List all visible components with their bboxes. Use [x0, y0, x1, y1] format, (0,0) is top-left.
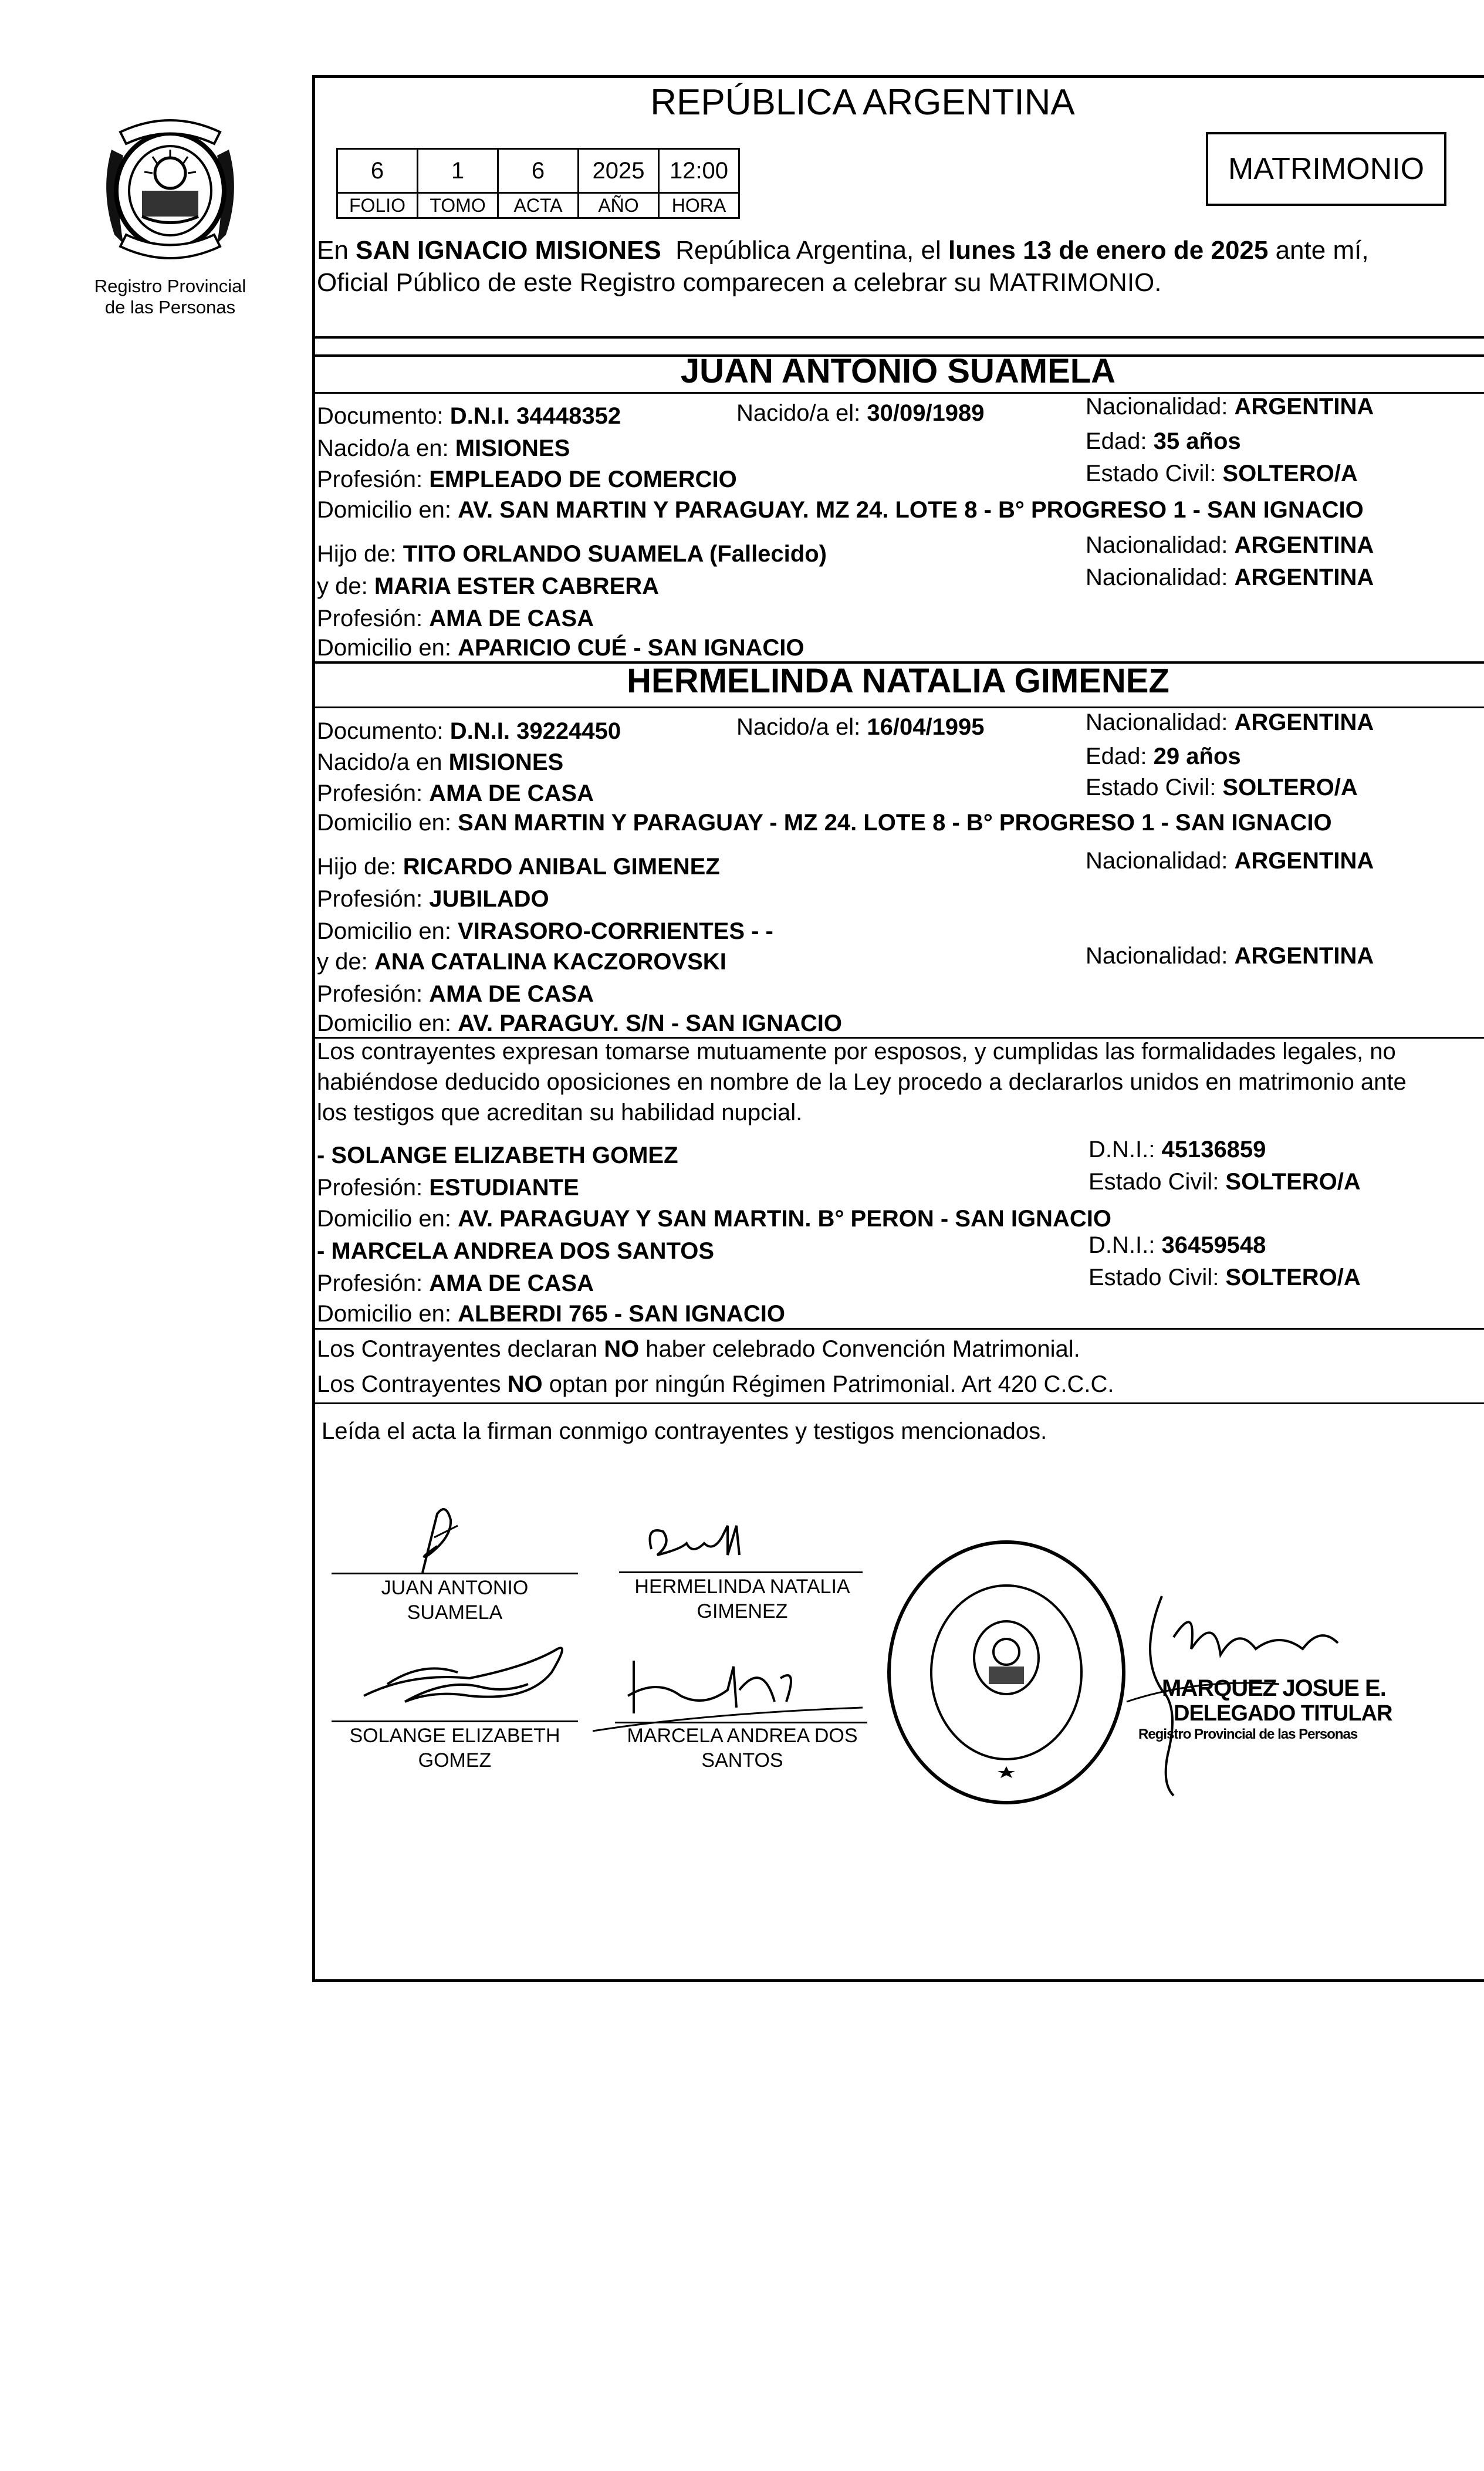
declaration-line1: Los contrayentes expresan tomarse mutuamente por esposos, y cumplidas las formalidades legales, no — [317, 1039, 1396, 1064]
label: Profesión: — [317, 467, 430, 492]
spouse1-domicilio — [317, 496, 1364, 524]
value: 36459548 — [1161, 1232, 1266, 1258]
witness2-dni — [1089, 1231, 1266, 1259]
label: Nacionalidad: — [1086, 709, 1235, 735]
spouse1-madre-nac — [1086, 563, 1374, 591]
spouse2-nacido-el — [736, 713, 985, 741]
signature-line — [332, 1720, 578, 1722]
spouse2-edad — [1086, 742, 1241, 770]
spouse2-madre-prof — [317, 980, 594, 1008]
value: AMA DE CASA — [429, 606, 594, 631]
logo-caption-line1: Registro Provincial — [94, 276, 246, 296]
value: SOLTERO/A — [1225, 1265, 1361, 1290]
value: AV. PARAGUY. S/N - SAN IGNACIO — [458, 1010, 842, 1036]
line: SANTOS — [701, 1749, 783, 1772]
signature-name-marcela — [610, 1723, 874, 1773]
intro-place: SAN IGNACIO MISIONES — [356, 236, 661, 265]
acta-value: 6 — [498, 149, 579, 193]
divider — [312, 1328, 1484, 1330]
witness1-estado — [1089, 1168, 1361, 1196]
spouse1-madre — [317, 572, 659, 600]
declaration-line3: los testigos que acreditan su habilidad nupcial. — [317, 1100, 803, 1125]
logo-caption-line2: de las Personas — [104, 297, 236, 317]
province-seal-icon — [88, 109, 252, 273]
label: Estado Civil: — [1086, 775, 1223, 800]
spouse1-padre-nac — [1086, 531, 1374, 559]
value: EMPLEADO DE COMERCIO — [429, 467, 737, 492]
label: Domicilio en: — [317, 918, 458, 944]
value: ALBERDI 765 - SAN IGNACIO — [458, 1301, 785, 1327]
officer-name: MARQUEZ JOSUE E. — [1162, 1675, 1386, 1701]
label: Profesión: — [317, 1270, 430, 1296]
label: Profesión: — [317, 780, 430, 806]
label: D.N.I.: — [1089, 1137, 1162, 1162]
value: SOLTERO/A — [1222, 461, 1358, 486]
divider — [312, 1402, 1484, 1404]
spouse1-name: JUAN ANTONIO SUAMELA — [680, 352, 1116, 390]
signature-line — [332, 1573, 578, 1574]
label: Domicilio en: — [317, 1301, 458, 1327]
label: Nacido/a el: — [736, 714, 867, 740]
value: MARIA ESTER CABRERA — [374, 573, 660, 599]
intro-text-3: ante mí, — [1268, 236, 1369, 265]
value: ARGENTINA — [1234, 709, 1374, 735]
label: Profesión: — [317, 1175, 430, 1201]
official-stamp-icon — [883, 1537, 1130, 1807]
label: D.N.I.: — [1089, 1232, 1162, 1258]
spouse1-estado — [1086, 459, 1358, 488]
emphasis: NO — [507, 1371, 543, 1397]
spouse1-edad — [1086, 427, 1241, 455]
line: SOLANGE ELIZABETH — [349, 1725, 560, 1747]
label: Estado Civil: — [1089, 1169, 1226, 1195]
label: Edad: — [1086, 428, 1154, 454]
value: SAN MARTIN Y PARAGUAY - MZ 24. LOTE 8 - B° PROGRESO 1 - SAN IGNACIO — [458, 810, 1332, 836]
line: MARCELA ANDREA DOS — [627, 1725, 858, 1747]
label: Hijo de: — [317, 854, 403, 880]
value: ANA CATALINA KACZOROVSKI — [374, 949, 726, 975]
witness2-name: - MARCELA ANDREA DOS SANTOS — [317, 1238, 715, 1264]
value: ARGENTINA — [1234, 848, 1374, 874]
label: Nacido/a en: — [317, 435, 455, 461]
spouse2-nacido-en — [317, 748, 563, 776]
spouse1-madre-dom — [317, 634, 804, 662]
document-type-label: MATRIMONIO — [1228, 152, 1425, 186]
officer-block — [1138, 1675, 1444, 1743]
folio-caption: FOLIO — [337, 193, 418, 218]
spouse2-padre-nac — [1086, 847, 1374, 875]
label: y de: — [317, 949, 374, 975]
value: APARICIO CUÉ - SAN IGNACIO — [458, 635, 804, 661]
officer-title: DELEGADO TITULAR — [1174, 1701, 1392, 1726]
label: Nacionalidad: — [1086, 394, 1235, 420]
spouse1-nacido-el — [736, 399, 985, 427]
convention-1 — [317, 1335, 1080, 1363]
spouse1-madre-prof — [317, 604, 594, 633]
spouse2-profesion — [317, 779, 594, 807]
value: AV. PARAGUAY Y SAN MARTIN. B° PERON - SAN IGNACIO — [458, 1206, 1112, 1232]
signature-solange — [352, 1637, 575, 1725]
value: AMA DE CASA — [429, 780, 594, 806]
label: Domicilio en: — [317, 1010, 458, 1036]
spouse2-padre-prof — [317, 885, 549, 913]
witness1-name: - SOLANGE ELIZABETH GOMEZ — [317, 1142, 678, 1168]
value: ESTUDIANTE — [429, 1175, 579, 1201]
spouse1-nacido-en — [317, 434, 570, 462]
witness2-domicilio — [317, 1300, 785, 1328]
text: optan por ningún Régimen Patrimonial. Art 420 C.C.C. — [542, 1371, 1114, 1397]
label: Profesión: — [317, 606, 430, 631]
witness1-profesion — [317, 1174, 579, 1202]
hora-caption: HORA — [659, 193, 739, 218]
line: GOMEZ — [418, 1749, 492, 1772]
value: JUBILADO — [429, 886, 549, 912]
folio-value: 6 — [337, 149, 418, 193]
emphasis: NO — [604, 1336, 640, 1362]
closing-text: Leída el acta la firman conmigo contrayentes y testigos mencionados. — [322, 1418, 1047, 1444]
spouse2-name: HERMELINDA NATALIA GIMENEZ — [627, 662, 1169, 700]
value: D.N.I. 39224450 — [449, 718, 621, 744]
signature-name-hermelinda — [613, 1574, 871, 1624]
value: 30/09/1989 — [867, 400, 985, 426]
value: AMA DE CASA — [429, 1270, 594, 1296]
value: ARGENTINA — [1234, 564, 1374, 590]
label: Nacionalidad: — [1086, 564, 1235, 590]
intro-text-2: República Argentina, el — [661, 236, 948, 265]
value: ARGENTINA — [1234, 394, 1374, 420]
spouse1-nacionalidad — [1086, 393, 1374, 421]
divider — [312, 336, 1484, 339]
value: VIRASORO-CORRIENTES - - — [458, 918, 773, 944]
label: Documento: — [317, 718, 450, 744]
label: Domicilio en: — [317, 635, 458, 661]
spouse1-padre — [317, 540, 827, 568]
label: Documento: — [317, 403, 450, 429]
label: Profesión: — [317, 981, 430, 1007]
value: MISIONES — [448, 749, 564, 775]
intro-line1 — [317, 235, 1369, 266]
officer-office: Registro Provincial de las Personas — [1138, 1726, 1358, 1742]
text: haber celebrado Convención Matrimonial. — [639, 1336, 1080, 1362]
line: GIMENEZ — [697, 1600, 788, 1622]
value: RICARDO ANIBAL GIMENEZ — [403, 854, 720, 880]
spouse2-domicilio — [317, 809, 1332, 837]
label: Domicilio en: — [317, 1206, 458, 1232]
label: Profesión: — [317, 886, 430, 912]
witness1-dni — [1089, 1135, 1266, 1164]
acta-caption: ACTA — [498, 193, 579, 218]
value: SOLTERO/A — [1222, 775, 1358, 800]
spouse1-documento — [317, 402, 621, 430]
line: SUAMELA — [407, 1601, 503, 1624]
value: AV. SAN MARTIN Y PARAGUAY. MZ 24. LOTE 8 - B° PROGRESO 1 - SAN IGNACIO — [458, 497, 1364, 523]
value: 45136859 — [1161, 1137, 1266, 1162]
intro-line2: Oficial Público de este Registro comparecen a celebrar su MATRIMONIO. — [317, 268, 1162, 297]
signature-hermelinda — [640, 1514, 780, 1573]
signature-juan — [381, 1502, 487, 1578]
signature-name-solange — [332, 1723, 578, 1773]
label: Nacido/a el: — [736, 400, 867, 426]
label: Estado Civil: — [1086, 461, 1223, 486]
witness2-profesion — [317, 1269, 594, 1297]
intro-date: lunes 13 de enero de 2025 — [948, 236, 1269, 265]
spouse2-nacionalidad — [1086, 708, 1374, 736]
label: Nacionalidad: — [1086, 848, 1235, 874]
label: Edad: — [1086, 743, 1154, 769]
value: MISIONES — [455, 435, 570, 461]
value: D.N.I. 34448352 — [449, 403, 621, 429]
spouse2-padre-dom — [317, 917, 773, 945]
line: HERMELINDA NATALIA — [634, 1576, 850, 1598]
label: Domicilio en: — [317, 497, 458, 523]
value: ARGENTINA — [1234, 532, 1374, 558]
ano-value: 2025 — [579, 149, 659, 193]
value: 35 años — [1153, 428, 1241, 454]
spouse1-profesion — [317, 465, 737, 493]
signature-name-juan — [332, 1576, 578, 1625]
spouse2-documento — [317, 717, 621, 745]
province-logo — [88, 109, 252, 273]
value: SOLTERO/A — [1225, 1169, 1361, 1195]
text: Los Contrayentes — [317, 1371, 508, 1397]
spouse2-madre — [317, 948, 726, 976]
label: Domicilio en: — [317, 810, 458, 836]
value: 29 años — [1153, 743, 1241, 769]
hora-value: 12:00 — [659, 149, 739, 193]
value: ARGENTINA — [1234, 943, 1374, 969]
logo-caption — [70, 276, 270, 318]
text: Los Contrayentes declaran — [317, 1336, 604, 1362]
label: Nacionalidad: — [1086, 532, 1235, 558]
value: 16/04/1995 — [867, 714, 985, 740]
label: Nacionalidad: — [1086, 943, 1235, 969]
convention-2 — [317, 1370, 1114, 1398]
tomo-value: 1 — [418, 149, 498, 193]
spouse2-madre-nac — [1086, 942, 1374, 970]
witness2-estado — [1089, 1263, 1361, 1292]
signature-line — [619, 1571, 863, 1573]
label: Hijo de: — [317, 541, 403, 567]
value: AMA DE CASA — [429, 981, 594, 1007]
ano-caption: AÑO — [579, 193, 659, 218]
label: y de: — [317, 573, 374, 599]
tomo-caption: TOMO — [418, 193, 498, 218]
label: Estado Civil: — [1089, 1265, 1226, 1290]
value: TITO ORLANDO SUAMELA (Fallecido) — [403, 541, 827, 567]
spouse2-padre — [317, 853, 720, 881]
label: Nacido/a en — [317, 749, 449, 775]
line: JUAN ANTONIO — [381, 1577, 529, 1599]
spouse2-madre-dom — [317, 1009, 842, 1037]
document-title: REPÚBLICA ARGENTINA — [650, 82, 1075, 123]
registry-table — [336, 148, 740, 219]
spouse2-estado — [1086, 773, 1358, 802]
witness1-domicilio — [317, 1205, 1111, 1233]
declaration-line2: habiéndose deducido oposiciones en nombre de la Ley procedo a declararlos unidos en matrimonio ante — [317, 1069, 1407, 1095]
intro-text-1: En — [317, 236, 356, 265]
